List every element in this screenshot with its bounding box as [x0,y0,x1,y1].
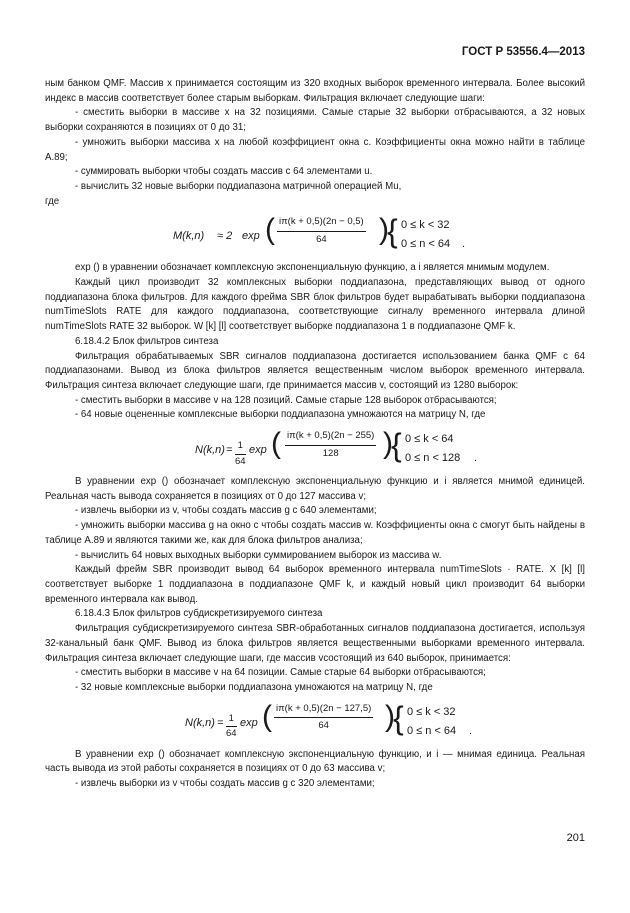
fraction [285,429,376,461]
paragraph: В уравнении exp () обозначает комплексную экспоненциальную функцию, и i — мнимая единица. Реальная часть вывода из этой работы сохраняется в позициях от 0 до 63 массива v; [45,748,585,775]
exp-function: exp [249,444,267,457]
numerator: iπ(k + 0,5)(2n − 255) [285,429,376,446]
formula-m [45,215,585,255]
paragraph: exp () в уравнении обозначает комплексную экспоненциальную функцию, а i является мнимым модулем. [75,262,550,274]
formula-approx: ≈ 2 [217,230,233,243]
paragraph: Фильтрация обрабатываемых SBR сигналов поддиапазона достигается использованием банка QMF c 64 поддиапазонами. Вывод из блока фильтров является вещественным числом выборок временного интервала. Фильтрация синтеза включает следующие шаги, где принимается массив v, состоящий из 1280 выборок: [45,350,585,391]
numerator: 1 [235,439,246,455]
formula-end: . [469,724,473,737]
condition-n: 0 ≤ n < 128 [405,452,461,465]
paragraph: В уравнении exp () обозначает комплексную экспоненциальную функцию и i является мнимой единицей. Реальная часть вывода сохраняется в позициях от 0 до 127 массива v; [45,476,585,502]
left-paren: ( [271,427,281,461]
fraction [274,702,373,734]
list-item: - суммировать выборки чтобы создать массив c 64 элементами u. [75,166,373,178]
scale-fraction [226,712,237,742]
paragraph: Фильтрация субдискретизируемого синтеза SBR-обработанных сигналов поддиапазона достигается, используя 32-канальный банк QMF. Вывод из блока фильтров является вещественными выборками временного интервала. Фильтрация синтеза включает следующие шаги, где массив vсостоящий из 640 выборок, принимается: [45,623,585,664]
list-item: - умножить выборки массива x на любой коэффициент окна c. Коэффициенты окна можно найти в таблице А.89; [45,136,585,163]
numerator: 1 [226,712,237,728]
section-heading: 6.18.4.2 Блок фильтров синтеза [75,335,219,347]
list-item: - вычислить 64 новых выходных выборки суммированием выборок из массива w. [75,549,442,561]
condition-k: 0 ≤ k < 32 [407,705,456,718]
formula-lhs: N(k,n) [185,716,215,729]
scale-fraction [235,439,246,469]
exp-function: exp [242,230,260,243]
brace: { [387,213,398,250]
page-header: ГОСТ Р 53556.4—2013 [461,46,585,58]
numerator: iπ(k + 0,5)(2n − 127,5) [274,702,373,719]
formula-eq: = [226,444,233,457]
exp-function: exp [240,716,258,729]
condition-k: 0 ≤ k < 64 [405,433,454,446]
formula-n-128 [45,429,585,469]
section-heading: 6.18.4.3 Блок фильтров субдискретизируемого синтеза [75,608,323,620]
paragraph: Каждый фрейм SBR производит вывод 64 выборок временного интервала numTimeSlots · RATE. X [k] [l] соответствует выборке 1 поддиапазона в поддиапазоне QMF k, и каждый новый цикл производит 64 выборки временного интервала как вывод. [45,564,585,605]
formula-lhs: M(k,n) [173,230,205,243]
denominator: 64 [226,728,237,740]
condition-n: 0 ≤ n < 64 [407,724,457,737]
formula-end: . [462,238,466,251]
where-label: где [45,195,60,207]
condition-n: 0 ≤ n < 64 [401,238,451,251]
list-item: - 32 новые комплексные выборки поддиапазона умножаются на матрицу N, где [75,681,433,693]
page-number: 201 [566,832,585,844]
list-item: - умножить выборки массива g на окно c чтобы создать массив w. Коэффициенты окна c смогут быть найдены в таблице А.89 и являются такими же, как для блока фильтров анализа; [45,520,585,546]
list-item: - сместить выборки в массиве x на 32 позициями. Самые старые 32 выборки отбрасываются, а 32 новых выборки сохраняются в позициях от 0 до 31; [45,107,585,134]
numerator: iπ(k + 0,5)(2n − 0,5) [277,215,366,232]
left-paren: ( [262,699,272,733]
paragraph: Каждый цикл производит 32 комплексных выборки поддиапазона, представляющих вывод от одного поддиапазона блока фильтров. Для каждого фрейма SBR блок фильтров будет вырабатывать выборки поддиапазона numTimeSlots RATE для каждого поддиапазона, соответствующие сигналу временного интервала длиной numTimeSlots RATE 32 выборок. W [k] [l] соответствует выборке поддиапазона 1 в поддиапазоне QMF k. [45,277,585,333]
formula-n-64 [45,699,585,742]
paragraph: ным банком QMF. Массив x принимается состоящим из 320 входных выборок временного интервала. Более высокий индекс в массив соответствует более старым выборкам. Фильтрация включает следующие шаги: [45,78,585,104]
right-paren: ) [383,427,393,461]
condition-k: 0 ≤ k < 32 [401,219,450,232]
left-paren: ( [265,213,275,247]
list-item: - извлечь выборки из v, чтобы создать массив g c 640 элементами; [75,505,377,517]
denominator: 64 [318,720,329,732]
list-item: - извлечь выборки из v чтобы создать массив g c 320 элементами; [75,778,375,790]
brace: { [391,427,402,464]
formula-end: . [474,452,478,465]
document-body [45,77,585,792]
list-item: - 64 новые оцененные комплексные выборки поддиапазона умножаются на матрицу N, где [75,409,486,421]
brace: { [393,699,404,736]
right-paren: ) [385,699,395,733]
right-paren: ) [379,213,389,247]
list-item: - вычислить 32 новые выборки поддиапазона матричной операцией Mu, [75,180,402,192]
denominator: 128 [322,447,339,459]
formula-eq: = [217,716,224,729]
formula-lhs: N(k,n) [195,444,225,457]
fraction [277,215,366,247]
denominator: 64 [316,234,327,246]
list-item: - сместить выборки в массиве v на 64 позиции. Самые старые 64 выборки отбрасываются; [75,667,486,679]
denominator: 64 [235,455,246,467]
list-item: - сместить выборки в массиве v на 128 позиций. Самые старые 128 выборок отбрасываются; [75,394,497,406]
